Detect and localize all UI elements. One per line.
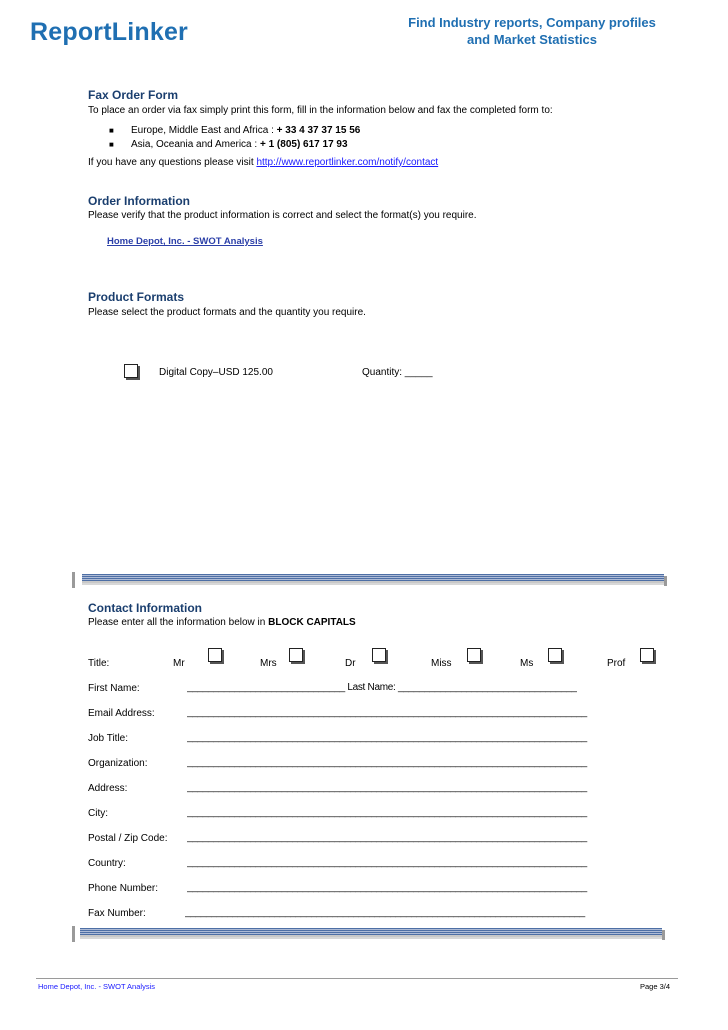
tagline-line-1: Find Industry reports, Company profiles — [408, 15, 656, 30]
last-name-field[interactable]: __________________________________ — [397, 682, 577, 693]
contact-desc-prefix: Please enter all the information below in — [88, 617, 269, 628]
first-last-name-line — [187, 681, 577, 694]
email-label: Email Address: — [88, 708, 155, 719]
address-label: Address: — [88, 783, 128, 794]
country-field[interactable]: ____________________________________________________________________________ — [187, 857, 587, 868]
contact-link[interactable]: http://www.reportlinker.com/notify/contact — [256, 157, 439, 168]
title-ms-label: Ms — [520, 658, 534, 669]
bullet-asia-number: + 1 (805) 617 17 93 — [259, 139, 348, 150]
title-miss-checkbox[interactable] — [467, 648, 481, 662]
fax-order-title: Fax Order Form — [88, 88, 179, 102]
bullet-emea-number: + 33 4 37 37 15 56 — [276, 125, 361, 136]
product-formats-desc: Please select the product formats and the quantity you require. — [88, 307, 366, 318]
order-info-desc: Please verify that the product information is correct and select the format(s) you require. — [88, 210, 477, 221]
phone-field[interactable]: ____________________________________________________________________________ — [187, 882, 587, 893]
title-prof-label: Prof — [607, 658, 626, 669]
divider-edge — [72, 572, 75, 588]
first-name-label: First Name: — [88, 683, 140, 694]
footer-rule — [36, 978, 678, 979]
divider-edge — [72, 926, 75, 942]
title-mrs-checkbox[interactable] — [289, 648, 303, 662]
title-dr-checkbox[interactable] — [372, 648, 386, 662]
divider-shadow — [662, 930, 665, 940]
questions-line — [88, 156, 438, 169]
reportlinker-logo: ReportLinker — [30, 18, 188, 46]
email-field[interactable]: ____________________________________________________________________________ — [187, 707, 587, 718]
fax-number-field[interactable]: ____________________________________________________________________________ — [185, 907, 585, 918]
bullet-emea — [109, 124, 361, 137]
tagline-line-2: and Market Statistics — [466, 32, 598, 47]
postal-code-field[interactable]: ____________________________________________________________________________ — [187, 832, 587, 843]
job-title-label: Job Title: — [88, 733, 129, 744]
section-divider — [80, 928, 662, 937]
phone-label: Phone Number: — [88, 883, 159, 894]
digital-copy-label: Digital Copy–USD 125.00 — [159, 367, 273, 378]
bullet-emea-region: Europe, Middle East and Africa : — [131, 125, 277, 136]
title-prof-checkbox[interactable] — [640, 648, 654, 662]
title-ms-checkbox[interactable] — [548, 648, 562, 662]
fax-intro: To place an order via fax simply print this form, fill in the information below and fax the completed form to: — [88, 105, 553, 116]
postal-code-label: Postal / Zip Code: — [88, 833, 168, 844]
quantity-field[interactable]: Quantity: _____ — [362, 367, 433, 378]
bullet-icon: ■ — [109, 140, 114, 149]
digital-copy-checkbox[interactable] — [124, 364, 138, 378]
product-formats-title: Product Formats — [88, 290, 185, 304]
product-link[interactable]: Home Depot, Inc. - SWOT Analysis — [107, 236, 263, 247]
order-info-title: Order Information — [88, 194, 191, 208]
title-mrs-label: Mrs — [260, 658, 277, 669]
bullet-icon: ■ — [109, 126, 114, 135]
job-title-field[interactable]: ____________________________________________________________________________ — [187, 732, 587, 743]
footer-page-number: Page 3/4 — [640, 982, 671, 991]
title-mr-label: Mr — [173, 658, 185, 669]
address-field[interactable]: ____________________________________________________________________________ — [187, 782, 587, 793]
city-label: City: — [88, 808, 108, 819]
divider-shadow — [664, 576, 667, 586]
fax-number-label: Fax Number: — [88, 908, 146, 919]
contact-desc-bold: BLOCK CAPITALS — [268, 617, 356, 628]
title-miss-label: Miss — [431, 658, 452, 669]
contact-info-title: Contact Information — [88, 601, 202, 615]
bullet-asia-region: Asia, Oceania and America : — [131, 139, 260, 150]
first-name-field[interactable]: ______________________________ — [187, 682, 345, 693]
footer-report-title: Home Depot, Inc. - SWOT Analysis — [38, 982, 155, 991]
header-tagline — [380, 14, 684, 48]
questions-prefix: If you have any questions please visit — [88, 157, 257, 168]
title-mr-checkbox[interactable] — [208, 648, 222, 662]
organization-field[interactable]: ____________________________________________________________________________ — [187, 757, 587, 768]
bullet-asia — [109, 138, 348, 151]
contact-info-desc — [88, 616, 356, 629]
organization-label: Organization: — [88, 758, 148, 769]
section-divider — [82, 574, 664, 583]
country-label: Country: — [88, 858, 126, 869]
title-label: Title: — [88, 658, 110, 669]
city-field[interactable]: ____________________________________________________________________________ — [187, 807, 587, 818]
last-name-label: Last Name: — [344, 682, 398, 693]
title-dr-label: Dr — [345, 658, 356, 669]
